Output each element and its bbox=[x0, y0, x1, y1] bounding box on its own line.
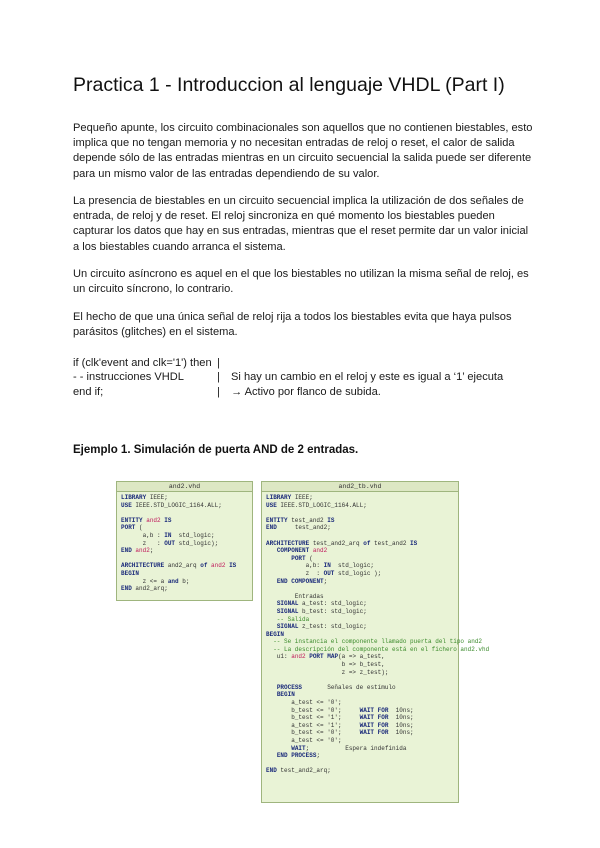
code-line: END PROCESS; bbox=[276, 752, 321, 760]
code-line: END COMPONENT; bbox=[276, 577, 328, 585]
code-line: SIGNAL z_test: std_logic; bbox=[276, 623, 367, 631]
panel-title: and2.vhd bbox=[117, 482, 252, 492]
code-text: if (clk'event and clk='1') then bbox=[73, 357, 212, 369]
code-line bbox=[266, 585, 454, 593]
code-line: BEGIN bbox=[266, 630, 285, 638]
code-line: a,b : IN std_logic; bbox=[121, 531, 215, 539]
code-line: a_test <= '0'; bbox=[266, 699, 342, 707]
code-line: END and2; bbox=[121, 547, 154, 555]
code-line: z : OUT std_logic ); bbox=[266, 569, 382, 577]
code-note: Si hay un cambio en el reloj y este es igual a ‘1’ ejecuta bbox=[231, 371, 504, 383]
code-separator: | bbox=[217, 371, 220, 383]
paragraph-async: Un circuito asíncrono es aquel en el que los biestables no utilizan la misma señal de reloj, es un circuito síncrono, lo contrario. bbox=[73, 268, 529, 296]
code-line: WAIT; Espera indefinida bbox=[291, 744, 407, 752]
code-line bbox=[266, 532, 454, 540]
example-heading: Ejemplo 1. Simulación de puerta AND de 2 entradas. bbox=[73, 444, 359, 456]
code-line: z : OUT std_logic); bbox=[121, 539, 219, 547]
code-line: z => z_test); bbox=[266, 668, 389, 676]
code-line bbox=[266, 509, 454, 517]
code-line: LIBRARY IEEE; bbox=[121, 494, 168, 501]
code-line: -- Salida bbox=[266, 615, 310, 623]
code-line: END test_and2; bbox=[266, 524, 331, 532]
code-line: a_test <= '0'; bbox=[266, 737, 342, 744]
code-line: b_test <= '1'; WAIT FOR 10ns; bbox=[266, 714, 414, 722]
code-line: a,b: IN std_logic; bbox=[266, 562, 375, 570]
code-line: USE IEEE.STD_LOGIC_1164.ALL; bbox=[121, 501, 222, 509]
code-line: BEGIN bbox=[276, 691, 295, 699]
code-line: u1: and2 PORT MAP(a => a_test, bbox=[266, 653, 385, 661]
code-line: SIGNAL a_test: std_logic; bbox=[276, 600, 367, 608]
code-line: LIBRARY IEEE; bbox=[266, 494, 313, 501]
paragraph-glitches: El hecho de que una única señal de reloj rija a todos los biestables evita que haya pulsos parásitos (glitches) en el sistema. bbox=[73, 311, 512, 339]
code-line: END and2_arq; bbox=[121, 585, 168, 593]
code-line: a_test <= '1'; WAIT FOR 10ns; bbox=[266, 721, 414, 729]
code-panel-and2-tb bbox=[261, 481, 490, 803]
code-text: end if; bbox=[73, 386, 104, 398]
code-line bbox=[266, 760, 454, 768]
code-line bbox=[121, 509, 248, 517]
code-line: PORT ( bbox=[291, 554, 313, 562]
code-line: COMPONENT and2 bbox=[276, 547, 328, 555]
code-line bbox=[121, 555, 248, 563]
code-line: ARCHITECTURE and2_arq of and2 IS bbox=[121, 562, 237, 570]
code-line: ENTITY and2 IS bbox=[121, 516, 172, 524]
code-line: PORT ( bbox=[121, 524, 143, 532]
panel-title: and2_tb.vhd bbox=[262, 482, 458, 492]
code-line bbox=[266, 676, 454, 684]
code-line: Entradas bbox=[266, 592, 324, 600]
code-line: USE IEEE.STD_LOGIC_1164.ALL; bbox=[266, 501, 367, 509]
panel-code-body bbox=[262, 492, 490, 777]
code-line: b => b_test, bbox=[266, 661, 385, 669]
code-line: -- La descripción del componente está en el fichero and2.vhd bbox=[266, 645, 490, 653]
code-line: SIGNAL b_test: std_logic; bbox=[276, 607, 367, 615]
code-line: ARCHITECTURE test_and2_arq of test_and2 IS bbox=[266, 539, 418, 547]
paragraph-sequential: La presencia de biestables en un circuito secuencial implica la utilización de dos señales de entrada, de reloj y de reset. El reloj sincroniza en qué momento los biestables pueden capturar los datos que hay en sus entradas, mientras que el reset permite dar un valor inicial a los biestables cuando arranca el sistema. bbox=[73, 195, 529, 253]
code-line: b_test <= '0'; WAIT FOR 10ns; bbox=[266, 706, 414, 714]
page-title: Practica 1 - Introduccion al lenguaje VHDL (Part I) bbox=[73, 74, 505, 96]
code-panel-and2 bbox=[116, 481, 253, 601]
code-line: z <= a and b; bbox=[121, 577, 190, 585]
panel-code-body bbox=[117, 492, 252, 595]
code-line: BEGIN bbox=[121, 569, 140, 577]
code-separator: | bbox=[217, 386, 220, 398]
code-line: PROCESS Señales de estímulo bbox=[276, 683, 396, 691]
code-line: b_test <= '0'; WAIT FOR 10ns; bbox=[266, 729, 414, 737]
code-line: END test_and2_arq; bbox=[266, 767, 331, 775]
code-separator: | bbox=[217, 357, 220, 369]
code-line: -- Se instancia el componente llamado puerta del tipo and2 bbox=[266, 638, 483, 646]
code-line: ENTITY test_and2 IS bbox=[266, 516, 335, 524]
code-text: - - instrucciones VHDL bbox=[73, 371, 184, 383]
paragraph-combinational: Pequeño apunte, los circuito combinacionales son aquellos que no contienen biestables, esto implica que no tengan memoria y no necesitan entradas de reloj o reset, el calor de salida depende sólo de las entradas mientras en un circuito secuencial la salida puede ser diferente para un mismo valor de las entradas dependiendo de su valor. bbox=[73, 122, 533, 180]
code-note: → Activo por flanco de subida. bbox=[231, 386, 381, 398]
